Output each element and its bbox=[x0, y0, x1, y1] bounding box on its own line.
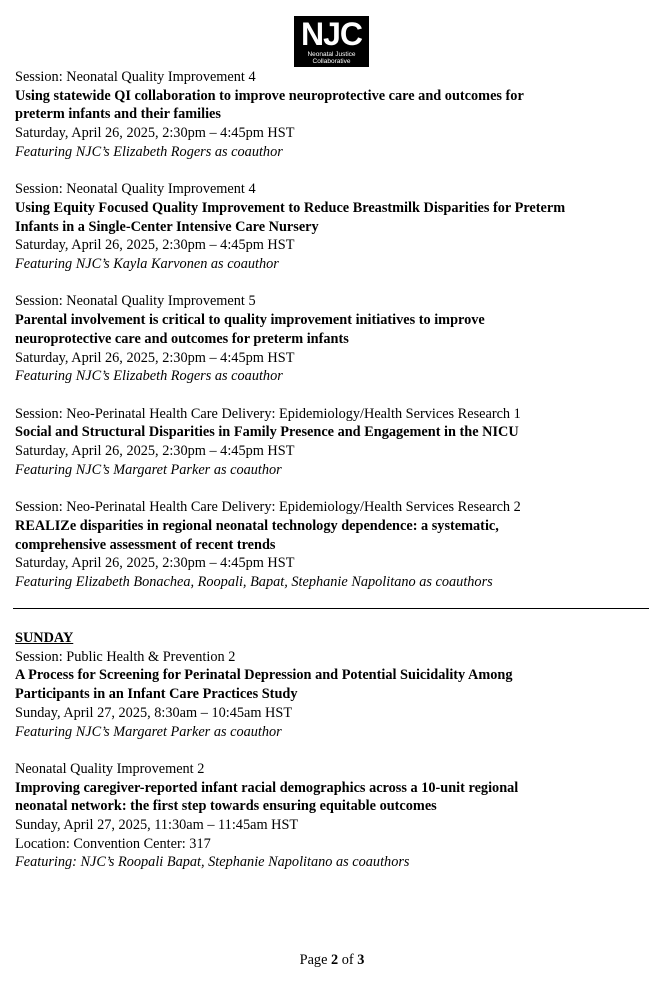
session-name: Session: Public Health & Prevention 2 bbox=[15, 648, 236, 665]
session-time: Saturday, April 26, 2025, 2:30pm – 4:45pm HST bbox=[15, 349, 295, 366]
session-title: Parental involvement is critical to quality improvement initiatives to improve bbox=[15, 312, 485, 329]
session-featuring: Featuring: NJC’s Roopali Bapat, Stephanie Napolitano as coauthors bbox=[15, 854, 410, 871]
session-name: Session: Neonatal Quality Improvement 4 bbox=[15, 69, 256, 85]
session-featuring: Featuring NJC’s Margaret Parker as coauthor bbox=[15, 461, 282, 478]
session-entry bbox=[15, 648, 650, 742]
session-entry bbox=[15, 180, 650, 274]
session-title: Social and Structural Disparities in Family Presence and Engagement in the NICU bbox=[15, 424, 519, 441]
session-name: Neonatal Quality Improvement 2 bbox=[15, 760, 205, 777]
saturday-sessions bbox=[15, 68, 650, 592]
session-entry bbox=[15, 405, 650, 480]
page-of-label: of bbox=[338, 952, 358, 968]
session-featuring: Featuring Elizabeth Bonachea, Roopali, Bapat, Stephanie Napolitano as coauthors bbox=[15, 573, 493, 590]
page-number: 2 bbox=[331, 952, 339, 968]
session-time: Saturday, April 26, 2025, 2:30pm – 4:45pm HST bbox=[15, 237, 295, 254]
session-name: Session: Neonatal Quality Improvement 4 bbox=[15, 181, 256, 198]
session-name: Session: Neo-Perinatal Health Care Delivery: Epidemiology/Health Services Research 2 bbox=[15, 499, 521, 516]
day-heading: SUNDAY bbox=[15, 630, 74, 646]
session-entry bbox=[15, 760, 650, 872]
session-featuring: Featuring NJC’s Margaret Parker as coauthor bbox=[15, 723, 282, 740]
page-total: 3 bbox=[357, 952, 365, 968]
session-title: neuroprotective care and outcomes for preterm infants bbox=[15, 330, 349, 347]
session-time: Saturday, April 26, 2025, 2:30pm – 4:45pm HST bbox=[15, 443, 295, 460]
session-time: Saturday, April 26, 2025, 2:30pm – 4:45pm HST bbox=[15, 125, 295, 142]
sunday-sessions bbox=[15, 629, 650, 872]
session-name: Session: Neo-Perinatal Health Care Delivery: Epidemiology/Health Services Research 1 bbox=[15, 405, 521, 422]
njc-logo bbox=[294, 16, 369, 67]
session-title: neonatal network: the first step towards ensuring equitable outcomes bbox=[15, 798, 437, 815]
logo-subtitle-line-1: Neonatal Justice bbox=[307, 51, 356, 58]
session-time: Sunday, April 27, 2025, 11:30am – 11:45am HST bbox=[15, 817, 299, 834]
session-location: Location: Convention Center: 317 bbox=[15, 835, 211, 852]
logo-subtitle-line-2: Collaborative bbox=[312, 58, 351, 65]
page-footer bbox=[0, 952, 664, 969]
session-time: Saturday, April 26, 2025, 2:30pm – 4:45pm HST bbox=[15, 555, 295, 572]
session-name: Session: Neonatal Quality Improvement 5 bbox=[15, 293, 256, 310]
session-entry bbox=[15, 68, 650, 162]
session-featuring: Featuring NJC’s Kayla Karvonen as coauthor bbox=[15, 256, 279, 273]
session-time: Sunday, April 27, 2025, 8:30am – 10:45am HST bbox=[15, 704, 293, 721]
session-featuring: Featuring NJC’s Elizabeth Rogers as coauthor bbox=[15, 143, 283, 160]
session-title: Using Equity Focused Quality Improvement to Reduce Breastmilk Disparities for Preterm bbox=[15, 199, 566, 216]
section-divider bbox=[13, 608, 649, 609]
session-title: preterm infants and their families bbox=[15, 106, 221, 123]
session-entry bbox=[15, 498, 650, 592]
page-label: Page bbox=[299, 952, 331, 968]
session-title: Infants in a Single-Center Intensive Care Nursery bbox=[15, 218, 319, 235]
session-title: REALIZe disparities in regional neonatal technology dependence: a systematic, bbox=[15, 517, 499, 534]
session-title: comprehensive assessment of recent trends bbox=[15, 536, 276, 553]
session-title: A Process for Screening for Perinatal Depression and Potential Suicidality Among bbox=[15, 667, 513, 684]
session-featuring: Featuring NJC’s Elizabeth Rogers as coauthor bbox=[15, 368, 283, 385]
session-title: Participants in an Infant Care Practices Study bbox=[15, 686, 298, 703]
session-title: Using statewide QI collaboration to improve neuroprotective care and outcomes for bbox=[15, 87, 524, 104]
logo-main-text: NJC bbox=[300, 16, 362, 52]
session-entry bbox=[15, 292, 650, 386]
session-title: Improving caregiver-reported infant racial demographics across a 10-unit regional bbox=[15, 779, 519, 796]
